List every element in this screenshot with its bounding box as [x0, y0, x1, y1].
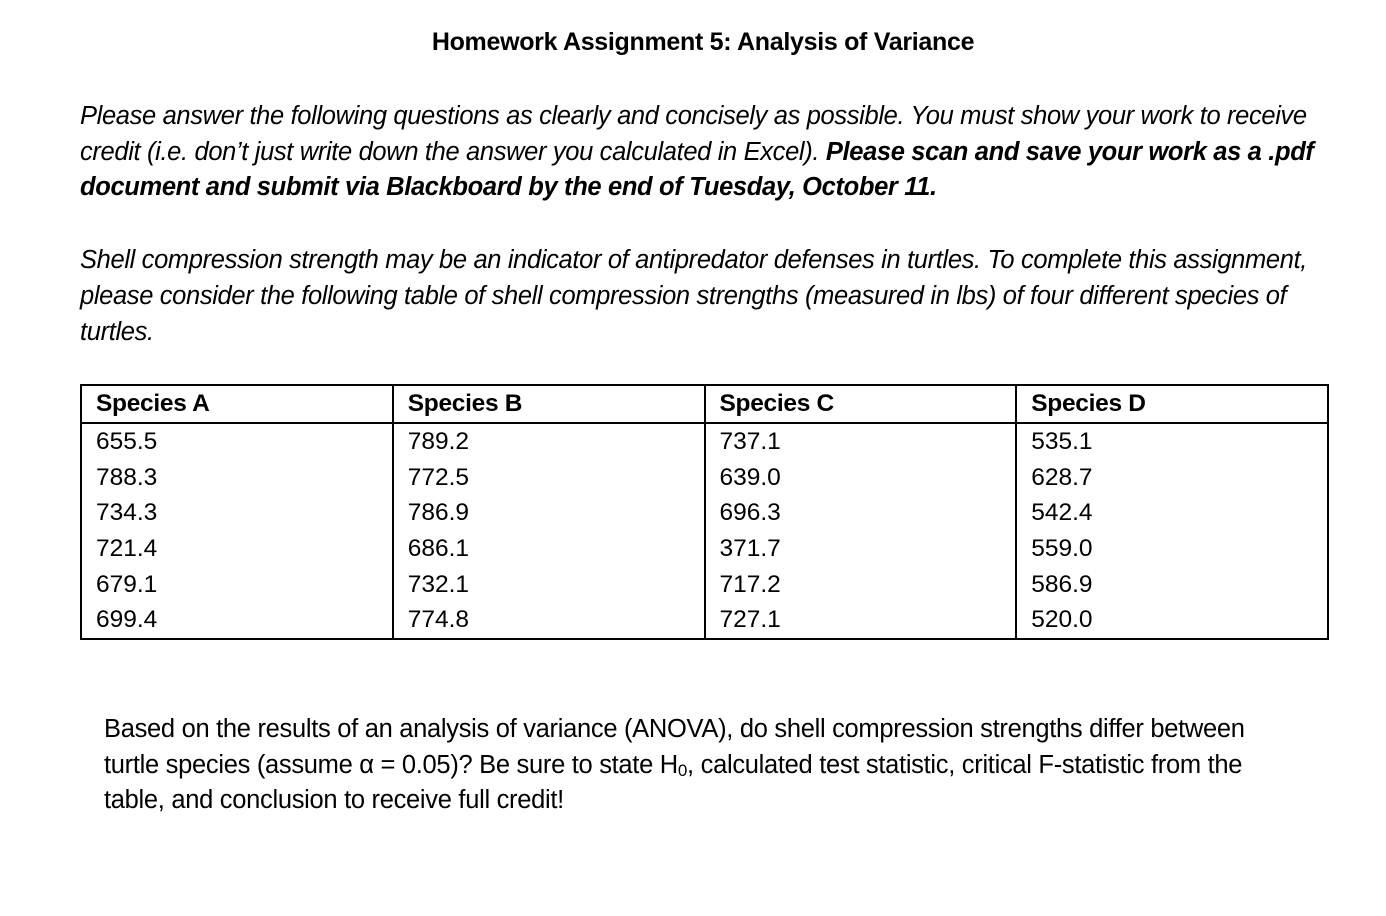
header-species-d: Species D	[1016, 385, 1328, 423]
table-row	[81, 531, 1328, 567]
submission-instructions: Please scan and save your work as a .pdf document and submit via Blackboard by the end of Tuesday, October 11.	[80, 137, 1314, 201]
question-text-part1: Based on the results of an analysis of variance (ANOVA), do shell compression strengths differ between turtle species (assume α = 0.05)? Be sure to state H	[104, 715, 1245, 779]
table-cell: 628.7	[1016, 460, 1328, 496]
anova-question	[104, 712, 1284, 819]
header-species-c: Species C	[705, 385, 1017, 423]
table-cell: 655.5	[96, 427, 158, 455]
table-cell: 559.0	[1016, 531, 1328, 567]
table-cell: 737.1	[705, 423, 1017, 460]
null-hypothesis-subscript: 0	[677, 760, 688, 780]
table-cell: 734.3	[96, 499, 158, 527]
table-cell: 786.9	[393, 495, 705, 531]
table-cell: 772.5	[393, 460, 705, 496]
page-title: Homework Assignment 5: Analysis of Variance	[431, 28, 975, 56]
shell-strength-table	[80, 384, 1329, 640]
table-cell: 679.1	[96, 570, 158, 598]
table-cell: 535.1	[1016, 423, 1328, 460]
table-cell: 639.0	[705, 460, 1017, 496]
table-cell: 721.4	[96, 534, 158, 562]
table-cell: 696.3	[705, 495, 1017, 531]
instructions-paragraph	[80, 99, 1320, 206]
table-cell: 788.3	[96, 463, 158, 491]
table-header-row	[81, 385, 1328, 423]
table-row	[81, 495, 1328, 531]
table-row	[81, 423, 1328, 460]
table-row	[81, 602, 1328, 639]
scenario-paragraph: Shell compression strength may be an indicator of antipredator defenses in turtles. To complete this assignment, please consider the following table of shell compression strengths (measured in lbs) of four different species of turtles.	[80, 246, 1308, 346]
header-species-b: Species B	[393, 385, 705, 423]
header-species-a: Species A	[81, 385, 393, 423]
table-cell: 774.8	[393, 602, 705, 639]
table-row	[81, 567, 1328, 603]
table-cell: 717.2	[705, 567, 1017, 603]
table-cell: 542.4	[1016, 495, 1328, 531]
instructions-text: Please answer the following questions as clearly and concisely as possible. You must show your work to receive credit (i.e. don’t just write down the answer you calculated in Excel).	[80, 102, 1307, 166]
table-row	[81, 460, 1328, 496]
table-cell: 686.1	[393, 531, 705, 567]
table-cell: 699.4	[96, 606, 158, 634]
table-cell: 727.1	[705, 602, 1017, 639]
table-cell: 586.9	[1016, 567, 1328, 603]
table-cell: 789.2	[393, 423, 705, 460]
table-cell: 520.0	[1016, 602, 1328, 639]
table-cell: 732.1	[393, 567, 705, 603]
table-cell: 371.7	[705, 531, 1017, 567]
question-text-part2: , calculated test statistic, critical F-statistic from the table, and conclusion to receive full credit!	[104, 750, 1243, 814]
